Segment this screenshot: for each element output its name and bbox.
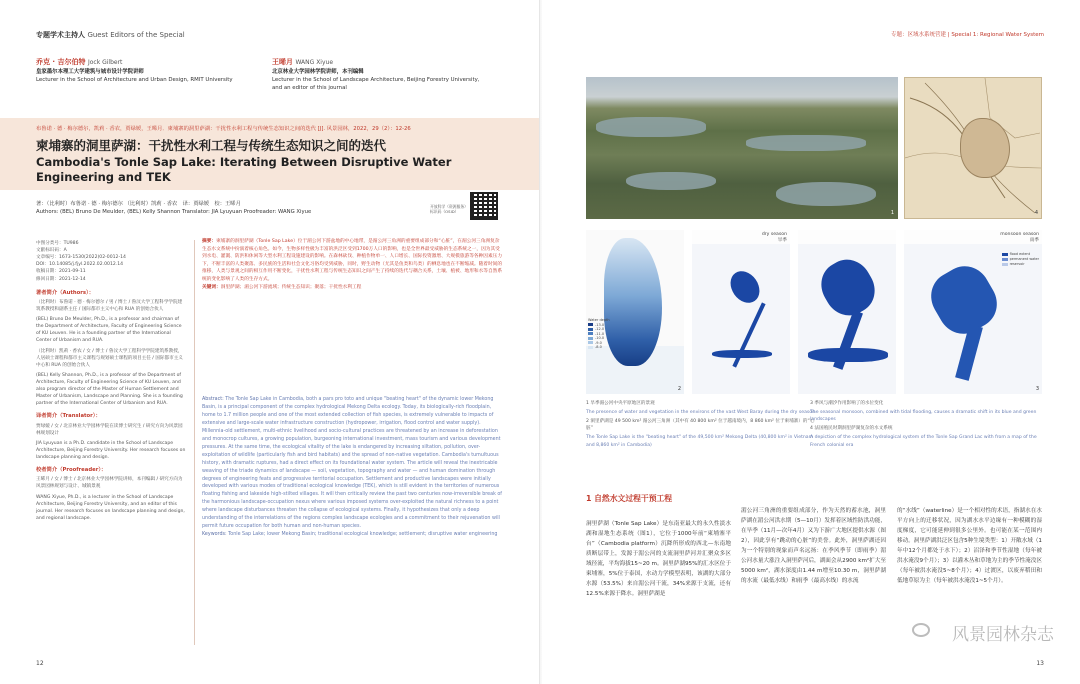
- legend-item: permanent water: [1009, 257, 1039, 262]
- map-monsoon-season-a: [798, 230, 896, 394]
- legend-title: Water depth: [588, 318, 610, 322]
- figure-number: 4: [1034, 210, 1038, 216]
- body-column-3: 的“水线”（waterline）是一个相对性的术语，指湖水在水平方向上的迁移状况，因为湖水水平边缘有一种模糊的湿度梯度，它可能延伸到很多公里外。也可能在某一范围内移动。洞里萨湖洪泛区包含5种生境类型：1）开敞水域（1年中12个月都处于水下）；2）沼泽和季节性湿地（每年被洪水淹没9个月）；3）以灌木丛和草地为主的季节性淹没区（每年被洪水淹没5~8个月）；4）过渡区，以废弃稻田和低地草原为主（每年被洪水淹没1~5个月）。: [897, 508, 1042, 584]
- meta-line: 收稿日期：2021-09-11: [36, 269, 86, 275]
- running-head: 专题：区域水系统营建 | Special 1: Regional Water System: [890, 32, 1044, 38]
- proofreader-bio-paragraph: 王晞月 / 女 / 博士 / 北京林业大学园林学院讲师，本刊编辑 / 研究方向为风景园林规划与设计、城镇景观: [36, 477, 183, 490]
- map-dry-season: [692, 230, 790, 394]
- keywords-cn-label: 关键词：: [202, 284, 221, 290]
- editor-1-name-cn: 乔克 · 吉尔伯特: [36, 58, 86, 66]
- editor-2: [272, 57, 482, 92]
- abstract-cn-text: 柬埔寨的洞里萨湖（Tonle Sap Lake）位于湄公河下游盆地的中心地带，是湄公河三角洲的重要组成部分和“心脏”，在湄公河三角洲复杂生态水文系统中扮演着核心角色。如今，生物多样性极为丰富的洪泛区受到1700万人口的影响，也是全世界最受威胁的生态系统之一，因为其受到水电、灌溉、防洪和休闲等大型水利工程设施建设的影响。在森林砍伐、种植作物单一、人口增长、国际投资激增、大规模旅游等各种因素压力下，不断丰富的人类聚落、多民族的生活和社会文化习俗均受到威胁，同时，野生动物（尤其是鱼类和鸟类）的栖息地也在不断缩减。随着时间的推移，人类与景观之间的相互作用不断变化，干扰性水利工程与传统生态知识之间产生了持续的迭代与耦合关系，土壤、植被、地形和水等自然系统的变化影响了人类的生存方式。: [202, 239, 503, 283]
- figure-number: 3: [1035, 386, 1039, 392]
- meta-line: 修回日期：2021-12-14: [36, 276, 86, 282]
- basin-map: [586, 230, 684, 394]
- mekong-basin-shape: [604, 238, 662, 366]
- editor-1-affil-en: Lecturer in the School of Architecture and Urban Design, RMIT University: [36, 76, 233, 83]
- abstract-cn-label: 摘要：: [202, 239, 217, 244]
- author-bio-paragraph: （比利时）布鲁诺 · 德 · 梅尔德尔 / 男 / 博士 / 鲁汶大学工程科学学院建筑系教授和副系主任 / 国际都市主义中心和 RUA 的创始合伙人: [36, 299, 183, 312]
- caption-cn: 2 洞里萨湖是 49 500 km² 湄公河三角洲（其中有 40 800 km² 位于越南境内，8 860 km² 位于柬埔寨）的“心脏”: [586, 419, 815, 432]
- citation: 布鲁诺 · 德 · 梅尔德尔，凯莉 · 香农，贾绿媛，王晞月．柬埔寨的洞里萨湖：干扰性水利工程与传统生态知识之间的迭代 [J]. 风景园林，2022，29（2）：12-26: [36, 126, 411, 132]
- legend-item: flood extent: [1009, 252, 1031, 256]
- body-column-2: 湄公河三角洲的重要组成部分，作为天然的蓄水池，洞里萨湖在湄公河洪水期（5—10月）发挥着区域性防洪功能，在旱季（11月—次年4月）又为下游广大地区提供水源（图2），因此享有“跳动的心脏”的美誉。此外，洞里萨湖还因为一个特别的现象而声名远扬：在季风季节（即雨季）湄公河水量大涨注入洞里萨河后，湖面会从2900 km²扩大至5000 km²，湖水深度由1.44 m增至10.30 m，洞里萨湖的水流（最低水线）和雨季（最高水线）的水流: [741, 508, 886, 584]
- wechat-icon: [912, 623, 930, 637]
- proofreader-heading: 校者简介（Proofreader）：: [36, 467, 107, 474]
- meta-line: 文章编号：1673-1530(2022)02-0012-14: [36, 255, 126, 261]
- editor-2-affil-en: Lecturer in the School of Landscape Architecture, Beijing Forestry University, and an editor of this journal: [272, 76, 480, 91]
- legend-item: -9.0: [595, 340, 602, 345]
- figure-number: 1: [890, 210, 894, 216]
- caption-en: The presence of water and vegetation in the environs of the vast West Baray during the dry season: [586, 410, 816, 416]
- meta-line: 文献标识码：A: [36, 248, 67, 254]
- translator-heading: 译者简介（Translator）：: [36, 413, 101, 420]
- meta-line: DOI：10.14085/j.fjyl.2022.02.0012.14: [36, 262, 124, 268]
- editor-2-name-en: WANG Xiyue: [295, 59, 334, 66]
- captions-left: [586, 400, 818, 451]
- caption-en: A depiction of the complex hydrological system of the Tonle Sap Grand Lac with from a map of the French colonial era: [810, 435, 1037, 448]
- lake-shape: [960, 118, 1010, 178]
- proofreader-bio-paragraph: WANG Xiyue, Ph.D., is a lecturer in the School of Landscape Architecture, Beijing Forestry University, and an editor of this journal. Her research focuses on landscape planning and design, and regional landscape.: [36, 494, 185, 521]
- qr-code-icon[interactable]: [470, 192, 498, 220]
- abstract-en: [202, 396, 502, 539]
- page-number-left: 12: [36, 660, 44, 667]
- author-bio-paragraph: (BEL) Kelly Shannon, Ph.D., is a professor of the Department of Architecture, Faculty of Engineering Science of KU Leuven, and also program director of the Master of Human Settlement and Master of Urbanism, Landscape and Planning. She is a founding partner of the International Center of Urbanism and RUA.: [36, 372, 183, 407]
- abstract-en-text: The Tonle Sap Lake in Cambodia, both a pars pro toto and unique "beating heart" of the dynamic lower Mekong Basin, is a principal component of the complex hydrological Mekong Delta ecology. Today, its biologically-rich floodplain, home to 1.7 million people and one of the most extended collection of fish species, is extremely vulnerable to impacts of extensive and large-scale water infrastructure construction (hydropower, irrigation, flood control and water supply). Millennia-old settlement, multi-ethnic livelihood and socio-cultural practices are threatened by an increase in deforestation and monocrop cultures, a growing population, burgeoning international investment, mass tourism and various development pressures. At the same time, the ecological vitality of the lake is endangered by increasing siltation, pollution, over-exploitation of wildlife (particularly fish and bird habitats) and the spread of non-native vegetation. Cambodia's tumultuous history, with dramatic ruptures, had a direct effect on its foundational water system. The article will reveal the inextricable weaving of the triade dynamics of landscape — soil, vegetation, topography and water — and human domination through degrees of engineering feats and progressive territorial occupation. Settlement and productive landscapes were initially developed with various modes of traditional ecological knowledge (TEK), which is still evident in the territories of numerous floating fishing and lakeside high-stilted villages. It will then critically review the past two centuries now-irreversible break of the harmonious landscape-occupation nexus where various imposed systems over-exploited the natural richness to a point where landscape disturbances threaten the collapse of ecological systems. Finally, it hypothesizes that only a deep understanding of the interrelations of the regions complex landscape ecologies and a commitment to their rejuvenation will permit future occupation for both human and non-human species.: [202, 397, 502, 530]
- section-title: 1 自然水文过程干预工程: [586, 494, 673, 503]
- caption-cn: 1 旱季湄公河中央平原地区的景观: [586, 401, 655, 406]
- legend-item: -11.0: [595, 331, 605, 336]
- legend-item: -12.0: [595, 327, 605, 332]
- abstract-en-label: Abstract:: [202, 397, 224, 402]
- editor-1: [36, 57, 246, 84]
- authors-en: Authors: (BEL) Bruno De Meulder, (BEL) Kelly Shannon Translator: JIA Lyuyuan Proofreader: WANG Xiyue: [36, 209, 312, 216]
- article-meta: [36, 240, 186, 283]
- translator-bio-paragraph: 贾绿媛 / 女 / 北京林业大学园林学院在读博士研究生 / 研究方向为风景园林规划设计: [36, 423, 183, 436]
- body-column-1: 洞里萨湖（Tonle Sap Lake）是东南亚最大的永久性淡水湖和湿地生态系统（图1），它位于1000年前“柬埔寨平台”（Cambodia platform）沉降所形成的西北—东南地质断层带上，发源于湄公河的支流洞里萨河并汇聚众多区域径流，平均海拔15~20 m。洞里萨湖95%的汇水区位于柬埔寨，5%位于泰国，水动力学模型表明，该湖的大部分水源（53.5%）来自湄公河干流，34%来源于支流，还有12.5%来源于降水。洞里萨湖是: [586, 521, 731, 597]
- caption-en: The seasonal monsoon, combined with tidal flooding, causes a dramatic shift in its blue and green landscapes: [810, 410, 1037, 423]
- flood-legend: [1002, 252, 1039, 267]
- dry-season-label: dry season 旱季: [761, 232, 787, 243]
- captions-right: [810, 400, 1042, 451]
- sidebar-notes: [36, 240, 186, 525]
- editor-1-name-en: Jock Gilbert: [87, 59, 123, 66]
- authors-block: [36, 200, 436, 217]
- caption-cn: 4 法国殖民时期洞里萨湖复杂的水文系统: [810, 426, 893, 432]
- figure-number: 2: [677, 386, 681, 392]
- meta-line: 中图分类号：TU986: [36, 241, 79, 246]
- caption-en: The Tonle Sap Lake is the "beating heart" of the 49,500 km² Mekong Delta (40,800 km² in Vietnam and 8,860 km² in Cambodia): [586, 435, 814, 448]
- legend-item: -8.0: [595, 345, 602, 350]
- legend-item: -13.0: [595, 322, 605, 327]
- column-divider: [194, 240, 195, 645]
- keywords-en-label: Keywords:: [202, 532, 227, 538]
- author-bio-paragraph: (BEL) Bruno De Meulder, Ph.D., is a professor and chairman of the Department of Architecture, Faculty of Engineering Science of KU Leuven. He is a founding partner of the International Center of Urbanism and RUA.: [36, 317, 182, 344]
- historic-map: [904, 77, 1042, 219]
- depth-legend: [588, 318, 610, 350]
- abstract-cn: [202, 238, 502, 291]
- keywords-cn-text: 洞里萨湖；湄公河下游流域；传统生态知识；聚落；干扰性水利工程: [220, 284, 362, 290]
- editor-2-name-cn: 王晞月: [272, 58, 293, 66]
- article-title-cn: 柬埔寨的洞里萨湖：干扰性水利工程与传统生态知识之间的迭代: [36, 138, 387, 153]
- legend-item: reservoir: [1009, 262, 1025, 267]
- section-header-cn: 专题学术主持人: [36, 31, 85, 39]
- qr-label: 开放科学（资源服务）标识码（OSID）: [430, 204, 468, 214]
- map-monsoon-season-b: [904, 230, 1042, 394]
- authors-cn: 著：（比利时）布鲁诺 · 德 · 梅尔德尔 （比利时）凯莉 · 香农 译：贾绿媛 校：王晞月: [36, 201, 241, 207]
- editor-1-affil-cn: 皇家墨尔本理工大学建筑与城市设计学院讲师: [36, 68, 144, 75]
- authors-bio-heading: 著者简介（Authors）：: [36, 289, 95, 296]
- page-number-right: 13: [1036, 660, 1044, 667]
- aerial-photo: [586, 77, 898, 219]
- translator-bio-paragraph: JIA Lyuyuan is a Ph.D. candidate in the School of Landscape Architecture, Beijing Forestry University. Her research focuses on landscape planning and design.: [36, 440, 186, 461]
- right-page: [542, 0, 1080, 684]
- section-header: [36, 30, 185, 40]
- article-title-en: Cambodia's Tonle Sap Lake: Iterating Between Disruptive Water Engineering and TEK: [36, 155, 452, 184]
- monsoon-season-label: monsoon season 雨季: [1000, 232, 1039, 243]
- watermark: 风景园林杂志: [952, 625, 1054, 645]
- editor-2-affil-cn: 北京林业大学园林学院讲师，本刊编辑: [272, 68, 364, 75]
- caption-cn: 3 季风与潮汐作用影响了的水位变化: [810, 401, 884, 406]
- legend-item: -10.0: [595, 336, 605, 341]
- keywords-en-text: Tonle Sap Lake; lower Mekong Basin; traditional ecological knowledge; settlement; disruptive water engineering: [228, 532, 498, 538]
- section-header-en: Guest Editors of the Special: [87, 31, 185, 39]
- author-bio-paragraph: （比利时）凯莉 · 香农 / 女 / 博士 / 鲁汶大学工程科学学院建筑系教授，人居硕士课程和都市主义课程与规划硕士课程的项目主任 / 国际都市主义中心和 RUA 的创始合伙人: [36, 348, 183, 368]
